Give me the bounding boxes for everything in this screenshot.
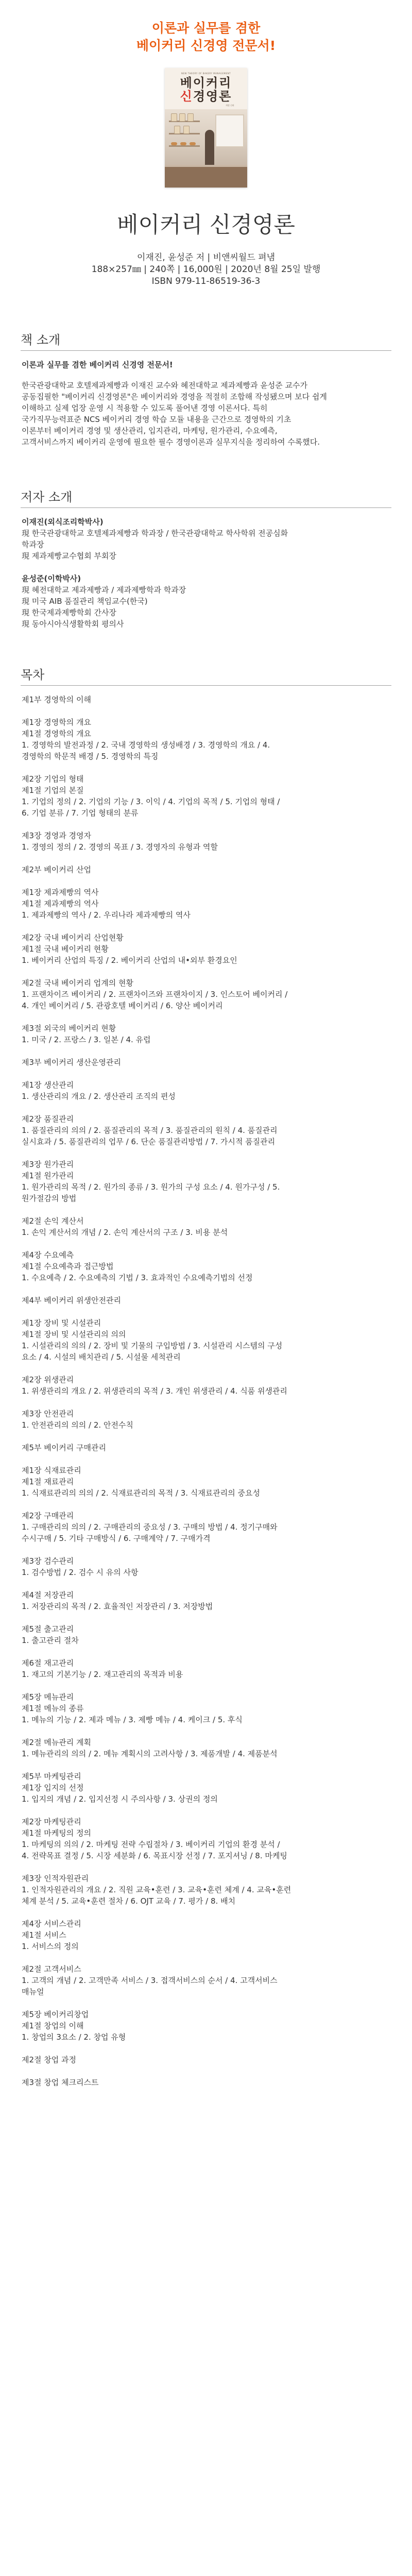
book-authors: 이재진, 윤성준 저 | 비앤씨월드 펴냄: [136, 252, 276, 263]
toc-line: 제5부 마케팅관리: [22, 1772, 81, 1781]
toc-line: 1. 생산관리의 개요 / 2. 생산관리 조직의 편성: [22, 1092, 176, 1101]
toc-line: 제1절 원가관리: [22, 1171, 74, 1180]
toc-line: 제5장 베이커리창업: [22, 2010, 89, 2019]
cover-photo-jar: [179, 113, 185, 122]
toc-line: 제1절 서비스: [22, 1930, 66, 1940]
authors-heading: 저자 소개: [21, 490, 73, 504]
toc-line: 경영학의 학문적 배경 / 5. 경영학의 특징: [22, 752, 159, 761]
toc-line: 제2장 기업의 형태: [22, 774, 84, 784]
toc-line: 1. 안전관리의 의의 / 2. 안전수칙: [22, 1420, 133, 1430]
toc-line: 1. 구매관리의 의의 / 2. 구매관리의 중요성 / 3. 구매의 방법 / 4. 정기구매와: [22, 1522, 278, 1532]
toc-line: 매뉴얼: [22, 1987, 44, 1996]
cover-photo-jar: [174, 126, 180, 134]
toc-line: 1. 위생관리의 개요 / 2. 위생관리의 목적 / 3. 개인 위생관리 / 4. 식품 위생관리: [22, 1386, 287, 1396]
toc-line: 제2장 국내 베이커리 산업현황: [22, 933, 124, 942]
toc-line: 제1절 기업의 본질: [22, 786, 84, 795]
toc-line: 수시구매 / 5. 기타 구매방식 / 6. 구매계약 / 7. 구매가격: [22, 1534, 211, 1543]
author-career-line: 現 미국 AIB 품질관리 책임교수(한국): [22, 597, 148, 606]
toc-line: 1. 미국 / 2. 프랑스 / 3. 일본 / 4. 유럽: [22, 1035, 151, 1044]
cover-title-line-1: 베이커리: [180, 76, 232, 90]
toc-line: 1. 식재료관리의 의의 / 2. 식재료관리의 목적 / 3. 식재료관리의 중요성: [22, 1488, 260, 1498]
toc-line: 제4장 서비스관리: [22, 1919, 81, 1928]
toc-line: 1. 품질관리의 의의 / 2. 품질관리의 목적 / 3. 품질관리의 원칙 / 4. 품질관리: [22, 1126, 278, 1135]
author-career-line: 現 한국제과제빵학회 간사장: [22, 608, 116, 617]
toc-line: 원가절감의 방법: [22, 1194, 77, 1203]
toc-line: 1. 재고의 기본기능 / 2. 재고관리의 목적과 비용: [22, 1670, 183, 1679]
cover-photo-person: [205, 130, 214, 166]
toc-line: 1. 메뉴관리의 의의 / 2. 메뉴 계획시의 고려사항 / 3. 제품개발 / 4. 제품분석: [22, 1749, 278, 1758]
toc-line: 제2부 베이커리 산업: [22, 865, 92, 874]
toc-line: 제1절 재료관리: [22, 1477, 74, 1486]
toc-line: 1. 창업의 3요소 / 2. 창업 유형: [22, 2032, 126, 2042]
toc-line: 4. 개인 베이커리 / 5. 관광호텔 베이커리 / 6. 양산 베이커리: [22, 1001, 223, 1010]
toc-line: 제1장 제과제빵의 역사: [22, 888, 99, 897]
toc-heading: 목차: [21, 668, 45, 682]
author-career-line: 現 한국관광대학교 호텔제과제빵과 학과장 / 한국관광대학교 학사학위 전공심화: [22, 529, 288, 538]
toc-line: 제1부 경영학의 이해: [22, 695, 92, 704]
toc-line: 1. 고객의 개념 / 2. 고객만족 서비스 / 3. 접객서비스의 순서 / 4. 고객서비스: [22, 1976, 278, 1985]
toc-line: 제2장 마케팅관리: [22, 1817, 81, 1826]
toc-line: 제2절 메뉴관리 계획: [22, 1738, 92, 1747]
toc-line: 1. 베이커리 산업의 특징 / 2. 베이커리 산업의 내•외부 환경요인: [22, 956, 237, 965]
toc-line: 제1절 경영학의 개요: [22, 729, 92, 738]
toc-line: 제3장 인적자원관리: [22, 1874, 89, 1883]
author-career-line: 학과장: [22, 540, 44, 549]
toc-line: 제1절 제과제빵의 역사: [22, 899, 99, 908]
toc-line: 1. 메뉴의 기능 / 2. 제과 메뉴 / 3. 제빵 메뉴 / 4. 케이크 / 5. 후식: [22, 1715, 243, 1724]
toc-line: 1. 경영의 정의 / 2. 경영의 목표 / 3. 경영자의 유형과 역할: [22, 842, 218, 852]
toc-line: 제5부 베이커리 구매관리: [22, 1443, 106, 1452]
toc-line: 제1장 장비 및 시설관리: [22, 1318, 101, 1328]
toc-line: 1. 제과제빵의 역사 / 2. 우리나라 제과제빵의 역사: [22, 910, 191, 920]
cover-photo-shelf: [169, 145, 200, 147]
cover-title: [173, 76, 239, 103]
toc-line: 제2장 품질관리: [22, 1114, 74, 1124]
toc-line: 제4부 베이커리 위생안전관리: [22, 1296, 121, 1305]
toc-line: 제6절 재고관리: [22, 1658, 74, 1668]
toc-line: 1. 시설관리의 의의 / 2. 장비 및 기물의 구입방법 / 3. 시설관리 시스템의 구성: [22, 1341, 283, 1350]
cover-photo-jar: [183, 126, 190, 134]
toc-line: 제1절 메뉴의 종류: [22, 1704, 84, 1713]
book-title: 베이커리 신경영론: [117, 212, 295, 238]
toc-line: 제3장 검수관리: [22, 1556, 74, 1566]
toc-line: 제5절 출고관리: [22, 1624, 74, 1634]
toc-line: 제1장 경영학의 개요: [22, 718, 92, 727]
toc-line: 제2절 국내 베이커리 업계의 현황: [22, 978, 133, 988]
toc-line: 제2절 손익 계산서: [22, 1216, 84, 1226]
toc-line: 1. 저장관리의 목적 / 2. 효율적인 저장관리 / 3. 저장방법: [22, 1602, 213, 1611]
toc-line: 실시효과 / 5. 품질관리의 업무 / 6. 단순 품질관리방법 / 7. 가시적 품질관리: [22, 1137, 276, 1146]
toc-line: 제3장 안전관리: [22, 1409, 74, 1418]
intro-paragraph-line: 이해하고 실제 업장 운영 시 적용할 수 있도록 풀어낸 경영 이론서다. 특히: [22, 403, 268, 413]
toc-line: 6. 기업 분류 / 7. 기업 형태의 분류: [22, 808, 139, 818]
author-name: 윤성준(이학박사): [22, 574, 81, 583]
toc-line: 요소 / 4. 시설의 배치관리 / 5. 시설물 세척관리: [22, 1352, 181, 1362]
intro-paragraph-line: 공동집필한 "베이커리 신경영론"은 베이커리와 경영을 적절히 조합해 작성됐으며 보다 쉽게: [22, 392, 327, 401]
cover-photo-bread: [180, 142, 186, 145]
tagline-line-1: 이론과 실무를 겸한: [151, 21, 261, 36]
cover-photo-window: [215, 114, 244, 147]
toc-line: 1. 서비스의 정의: [22, 1942, 79, 1951]
author-name: 이재진(외식조리학박사): [22, 517, 104, 527]
toc-divider: [21, 685, 391, 686]
toc-line: 4. 전략목표 결정 / 5. 시장 세분화 / 6. 목표시장 선정 / 7. 포지셔닝 / 8. 마케팅: [22, 1851, 287, 1860]
toc-line: 1. 수요예측 / 2. 수요예측의 기법 / 3. 효과적인 수요예측기법의 선정: [22, 1273, 253, 1282]
cover-photo-jar: [187, 113, 194, 122]
intro-heading: 책 소개: [21, 333, 61, 347]
toc-line: 1. 검수방법 / 2. 검수 시 유의 사항: [22, 1568, 139, 1577]
toc-line: 1. 기업의 정의 / 2. 기업의 기능 / 3. 이익 / 4. 기업의 목적 / 5. 기업의 형태 /: [22, 797, 280, 806]
intro-paragraph-line: 이론부터 베이커리 경영 및 생산관리, 입지관리, 마케팅, 원가관리, 수요예측,: [22, 426, 278, 435]
toc-line: 제1절 마케팅의 정의: [22, 1828, 92, 1838]
toc-line: 제4절 저장관리: [22, 1590, 74, 1600]
toc-line: 1. 원가관리의 목적 / 2. 원가의 종류 / 3. 원가의 구성 요소 / 4. 원가구성 / 5.: [22, 1182, 280, 1192]
book-cover-image: [165, 68, 247, 188]
tagline: [0, 20, 412, 55]
intro-paragraph-line: 국가직무능력표준 NCS 베이커리 경영 학습 모듈 내용을 근간으로 경영학의 기초: [22, 415, 291, 424]
toc-line: 제3절 창업 체크리스트: [22, 2078, 99, 2087]
cover-title-line-2: [173, 90, 239, 103]
toc-line: 제5장 메뉴관리: [22, 1692, 74, 1702]
cover-edition: 개정 신판: [226, 104, 234, 107]
intro-summary: 이론과 실무를 겸한 베이커리 신경영 전문서!: [22, 360, 173, 369]
toc-line: 제1장 입지의 선정: [22, 1783, 84, 1792]
book-isbn: ISBN 979-11-86519-36-3: [151, 276, 261, 286]
cover-bakery-photo: [165, 109, 247, 188]
toc-line: 제1절 수요예측과 접근방법: [22, 1262, 114, 1271]
toc-line: 제2장 위생관리: [22, 1375, 74, 1384]
toc-line: 제1장 생산관리: [22, 1080, 74, 1090]
toc-line: 제2절 고객서비스: [22, 1964, 81, 1974]
toc-line: 제3장 경영과 경영자: [22, 831, 92, 840]
toc-line: 1. 출고관리 절차: [22, 1636, 79, 1645]
author-career-line: 現 제과제빵교수협회 부회장: [22, 551, 116, 561]
toc-line: 제2절 창업 과정: [22, 2055, 77, 2064]
toc-line: 1. 입지의 개념 / 2. 입지선정 시 주의사항 / 3. 상권의 정의: [22, 1794, 218, 1804]
toc-line: 제1절 국내 베이커리 현황: [22, 944, 109, 954]
toc-line: 1. 프랜차이즈 베이커리 / 2. 프랜차이즈와 프랜차이지 / 3. 인스토어 베이커리 /: [22, 990, 288, 999]
toc-line: 1. 손익 계산서의 개념 / 2. 손익 계산서의 구조 / 3. 비용 분석: [22, 1228, 228, 1237]
authors-divider: [21, 507, 391, 508]
cover-photo-bread: [171, 142, 177, 145]
toc-line: 제4장 수요예측: [22, 1250, 74, 1260]
toc-line: 제2장 구매관리: [22, 1511, 74, 1520]
toc-line: 제1절 창업의 이해: [22, 2021, 84, 2030]
toc-line: 1. 경영학의 발전과정 / 2. 국내 경영학의 생성배경 / 3. 경영학의 개요 / 4.: [22, 740, 270, 750]
cover-photo-jar: [171, 113, 177, 122]
toc-line: 제3절 외국의 베이커리 현황: [22, 1024, 116, 1033]
toc-line: 제3장 원가관리: [22, 1160, 74, 1169]
toc-line: 제1절 장비 및 시설관리의 의의: [22, 1330, 126, 1339]
intro-divider: [21, 350, 391, 351]
toc-line: 1. 마케팅의 의의 / 2. 마케팅 전략 수립절차 / 3. 베이커리 기업의 환경 분석 /: [22, 1840, 280, 1849]
cover-title-rest: 경영론: [193, 89, 232, 104]
toc-line: 체계 분석 / 5. 교육•훈련 절차 / 6. OJT 교육 / 7. 평가 / 8. 배치: [22, 1896, 236, 1906]
book-specs: 188×257㎜ | 240쪽 | 16,000원 | 2020년 8월 25일 발행: [91, 264, 321, 275]
intro-paragraph-line: 고객서비스까지 베이커리 운영에 필요한 필수 경영이론과 실무지식을 정리하여 수록했다.: [22, 437, 320, 447]
toc-line: 제1장 식재료관리: [22, 1466, 81, 1475]
author-career-line: 現 혜전대학교 제과제빵과 / 제과제빵학과 학과장: [22, 585, 186, 595]
cover-subtitle: NEW THEORY OF BAKERY MANAGEMENT: [181, 72, 231, 75]
toc-line: 제3부 베이커리 생산운영관리: [22, 1058, 121, 1067]
tagline-line-2: 베이커리 신경영 전문서!: [136, 38, 276, 53]
author-career-line: 現 동아시아식생활학회 평의사: [22, 619, 124, 629]
cover-photo-counter: [165, 167, 247, 188]
cover-title-accent: 신: [180, 89, 193, 104]
toc-line: 1. 인적자원관리의 개요 / 2. 직원 교육•훈련 / 3. 교육•훈련 체계 / 4. 교육•훈련: [22, 1885, 291, 1894]
intro-paragraph-line: 한국관광대학교 호텔제과제빵과 이재진 교수와 혜전대학교 제과제빵과 윤성준 교수가: [22, 381, 308, 390]
cover-photo-bread: [190, 142, 196, 145]
